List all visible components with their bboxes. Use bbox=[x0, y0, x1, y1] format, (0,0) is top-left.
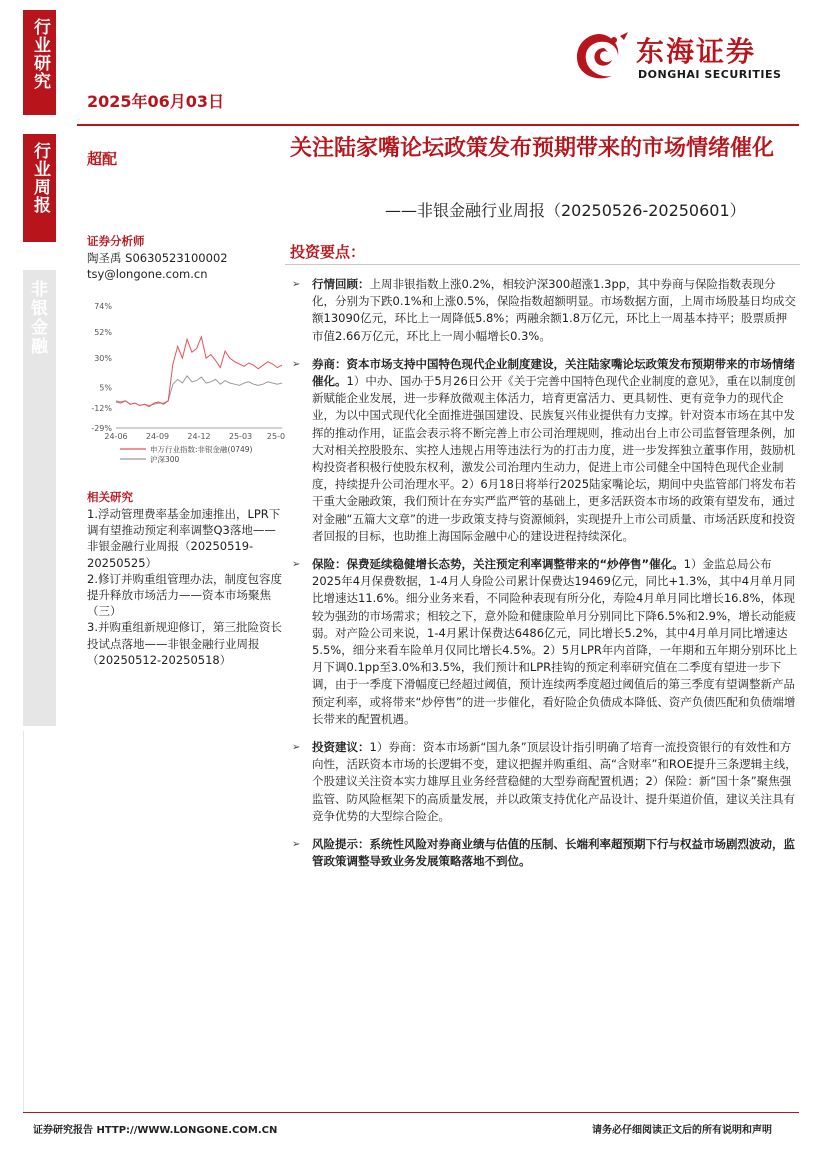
logo-en-text: DONGHAI SECURITIES bbox=[638, 68, 782, 81]
footer-disclaimer: 请务必仔细阅读正文后的所有说明和声明 bbox=[592, 1125, 772, 1136]
side-label-text: 行业研究 bbox=[30, 18, 50, 90]
side-label-industry-research bbox=[23, 10, 56, 115]
y-tick-label: -12% bbox=[91, 403, 112, 413]
y-tick-label: 74% bbox=[94, 302, 112, 311]
key-point-text: 1）金监总局公布2025年4月保费数据，1-4月人身险公司累计保费达19469亿元，同比+1.3%，其中4月单月同比增速达11.6%。细分业务来看，不同险种表现有所分化，寿险4月单月同比增长16.8%，体现较为强劲的市场需求；相较之下，意外险和健康险单月分别同比下降6.5%和2.9%，增长动能疲弱。对产险公司来说，1-4月累计保费达6486亿元，同比增长5.2%，其中4月单月同比增速达5.5%，细分来看车险单月仅同比增长4.5%。2）5月LPR年内首降，一年期和五年期分别环比上月下调0.1pp至3.0%和3.5%，我们预计和LPR挂钩的预定利率研究值在二季度有望进一步下调，由于一季度下滑幅度已经超过阈值，预计连续两季度超过阈值后的第三季度有望调整新产品预定利率，或将带来“炒停售”的进一步催化，看好险企负债成本降低、资产负债匹配和负债端增长带来的配置机遇。 bbox=[312, 557, 798, 726]
report-title: 关注陆家嘴论坛政策发布预期带来的市场情绪催化 bbox=[290, 136, 775, 161]
analyst-name: 陶圣禹 S0630523100002 bbox=[87, 251, 228, 265]
analyst-email: tsy@longone.com.cn bbox=[87, 267, 208, 281]
chart-svg bbox=[86, 296, 286, 476]
key-points-list bbox=[290, 276, 798, 882]
company-logo bbox=[568, 28, 798, 84]
related-item[interactable]: 3.并购重组新规迎修订，第三批险资长投试点落地——非银金融行业周报（20250512-20250518） bbox=[87, 620, 282, 667]
arrow-bullet-icon: ➢ bbox=[292, 742, 301, 754]
related-item[interactable]: 2.修订并购重组管理办法，制度包容度提升释放市场活力——资本市场聚焦（三） bbox=[87, 571, 282, 619]
x-tick-label: 24-09 bbox=[145, 432, 170, 441]
arrow-bullet-icon: ➢ bbox=[292, 839, 301, 851]
footer-divider bbox=[23, 1112, 799, 1113]
dragon-logo-icon bbox=[568, 28, 632, 84]
related-list bbox=[87, 506, 287, 668]
key-point-lead: 投资建议： bbox=[312, 740, 370, 755]
key-point-brokers bbox=[290, 356, 798, 545]
related-item[interactable]: 1.浮动管理费率基金加速推出，LPR下调有望推动预定利率调整Q3落地——非银金融行业周报（20250519-20250525） bbox=[87, 507, 281, 570]
x-tick-label: 24-06 bbox=[104, 432, 128, 441]
side-label-sector: 非银金融 bbox=[27, 280, 47, 356]
y-tick-label: 52% bbox=[94, 328, 112, 338]
performance-chart bbox=[86, 296, 286, 476]
x-tick-label: 25-0 bbox=[266, 432, 286, 441]
key-point-insurance bbox=[290, 556, 798, 728]
side-divider bbox=[23, 731, 24, 1112]
report-date: 2025年06月03日 bbox=[87, 92, 225, 111]
related-heading: 相关研究 bbox=[87, 490, 133, 504]
rating: 超配 bbox=[87, 150, 118, 168]
report-subtitle: ——非银金融行业周报（20250526-20250601） bbox=[385, 201, 746, 220]
header-divider bbox=[77, 124, 799, 126]
arrow-bullet-icon: ➢ bbox=[292, 358, 301, 370]
key-points-divider bbox=[285, 264, 800, 265]
y-tick-label: 30% bbox=[94, 354, 112, 364]
side-label-industry-weekly bbox=[23, 134, 56, 242]
key-point-lead: 保险：保费延续稳健增长态势，关注预定利率调整带来的“炒停售”催化。 bbox=[312, 557, 684, 572]
key-point-lead: 券商：资本市场支持中国特色现代企业制度建设，关注陆家嘴论坛政策发布预期带来的市场情绪催化。 bbox=[312, 356, 795, 389]
key-point-investment-advice bbox=[290, 739, 798, 825]
key-point-text: 1）券商：资本市场新“国九条”顶层设计指引明确了培育一流投资银行的有效性和方向性，活跃资本市场的长逻辑不变，建议把握并购重组、高“含财率”和ROE提升三条逻辑主线，个股建议关注资本实力雄厚且业务经营稳健的大型券商配置机遇；2）保险：新“国十条”聚焦强监管、防风险框架下的高质量发展，并以政策支持优化产品设计、提升渠道价值，建议关注具有竞争优势的大型综合险企。 bbox=[312, 740, 797, 823]
key-points-heading: 投资要点： bbox=[290, 243, 366, 261]
key-point-text: 1）中办、国办于5月26日公开《关于完善中国特色现代企业制度的意见》，重在以制度创新赋能企业发展，进一步释放微观主体活力，培育更富活力、更具韧性、更有竞争力的现代企业，为以中国式现代化全面推进强国建设、民族复兴伟业提供有力支撑。针对资本市场在其中发挥的推动作用，证监会表示将不断完善上市公司治理规则，推动出台上市公司监督管理条例，加大对相关控股股东、实控人违规占用等违法行为的打击力度，进一步发挥独立董事作用，鼓励机构投资者积极行使股东权利，激发公司治理内生动力，促进上市公司健全中国特色现代企业制度，持续提升公司治理水平。2）6月18日将举行2025陆家嘴论坛，期间中央监管部门将发布若干重大金融政策，我们预计在夯实严监严管的基础上，更多活跃资本市场的政策有望发布，通过对金融“五篇大文章”的进一步政策支持与资源倾斜，实现提升上市公司质量、市场活跃度和投资者回报的目标，也助推上海国际金融中心的建设进程持续深化。 bbox=[312, 374, 797, 543]
y-tick-label: -29% bbox=[91, 424, 112, 433]
footer-left: 证券研究报告 HTTP://WWW.LONGONE.COM.CN bbox=[33, 1125, 278, 1136]
analyst-heading: 证券分析师 bbox=[87, 234, 145, 248]
logo-cn-text: 东海证券 bbox=[636, 35, 757, 68]
key-point-lead: 行情回顾： bbox=[312, 277, 370, 291]
key-point-lead: 风险提示：系统性风险对券商业绩与估值的压制、长端利率超预期下行与权益市场剧烈波动，监管政策调整导致业务发展策略落地不到位。 bbox=[312, 837, 795, 869]
arrow-bullet-icon: ➢ bbox=[292, 559, 301, 571]
key-point-risk bbox=[290, 836, 798, 870]
side-label-text: 行业周报 bbox=[30, 142, 50, 214]
key-point-market-review bbox=[290, 276, 798, 345]
legend-label: 申万行业指数:非银金融(0749) bbox=[150, 445, 253, 454]
legend-label: 沪深300 bbox=[150, 455, 180, 464]
x-tick-label: 25-03 bbox=[228, 432, 253, 441]
key-point-text: 上周非银指数上涨0.2%，相较沪深300超涨1.3pp，其中券商与保险指数表现分化，分别为下跌0.1%和上涨0.5%，保险指数超额明显。市场数据方面，上周市场股基日均成交额13090亿元，环比上一周降低5.8%；两融余额1.8万亿元，环比上一周基本持平；股票质押市值2.66万亿元，环比上一周小幅增长0.3%。 bbox=[312, 277, 796, 343]
series-line bbox=[116, 376, 282, 406]
x-tick-label: 24-12 bbox=[187, 432, 211, 441]
arrow-bullet-icon: ➢ bbox=[292, 279, 301, 290]
series-line bbox=[116, 337, 282, 407]
y-tick-label: 5% bbox=[99, 383, 112, 393]
